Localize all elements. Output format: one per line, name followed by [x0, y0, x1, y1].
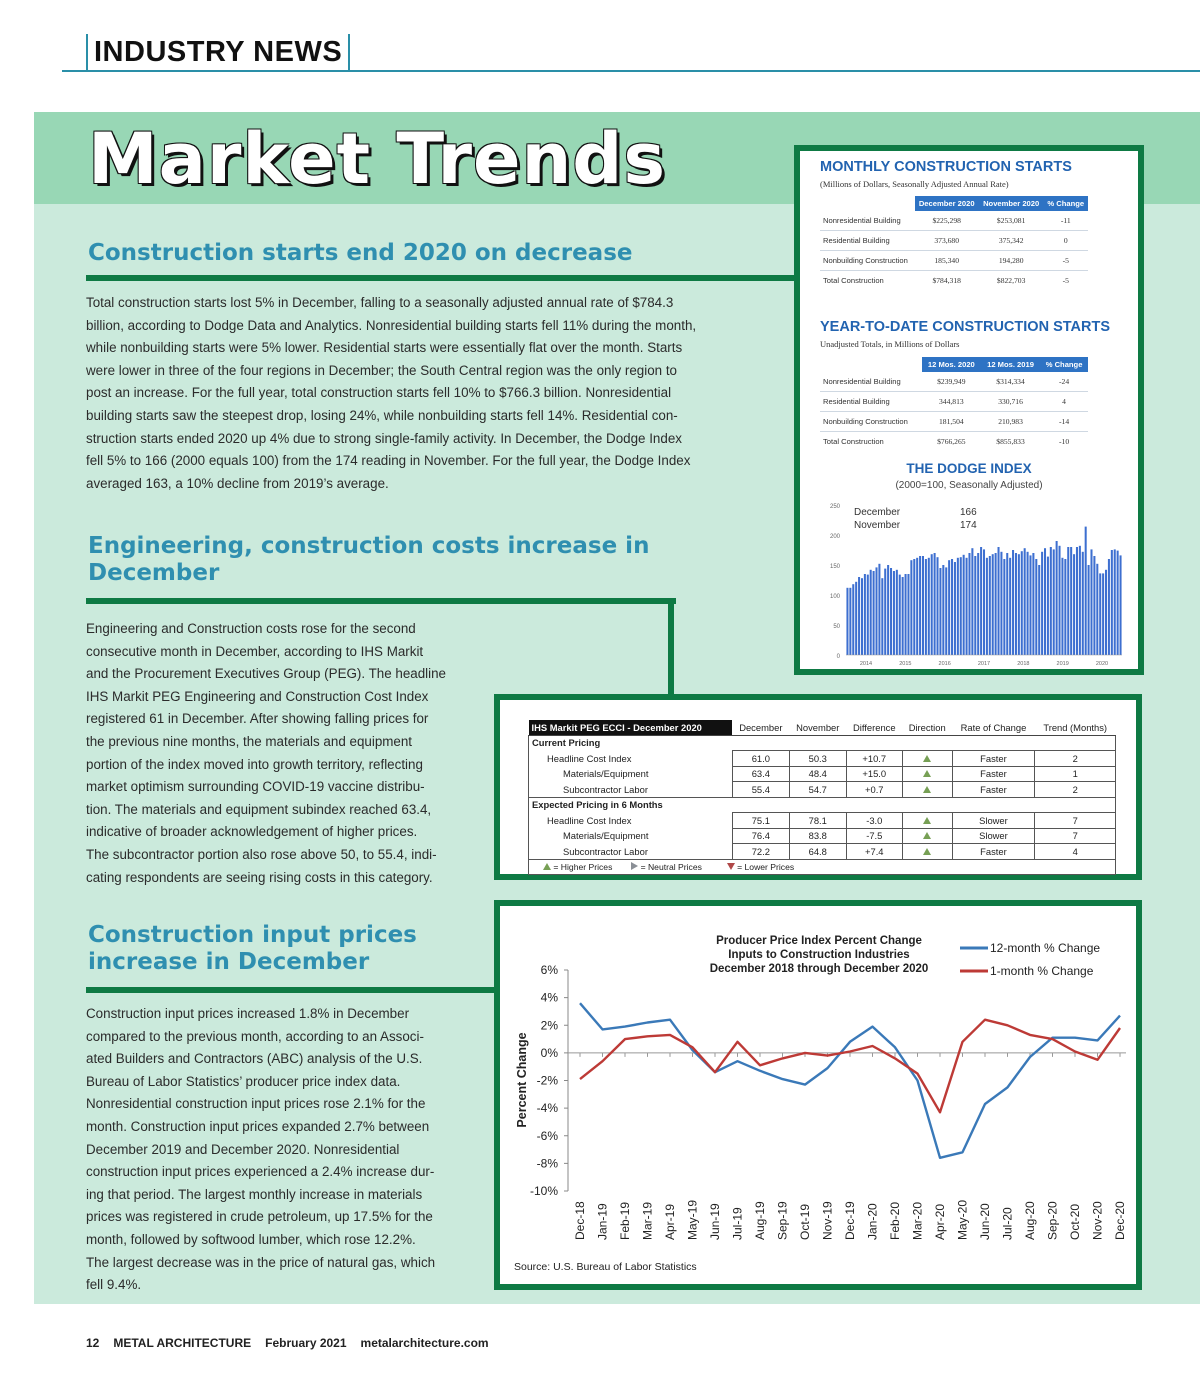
dodge-x-tick: 2016: [938, 661, 951, 667]
ppi-x-tick: Feb-19: [618, 1201, 632, 1240]
dodge-bar: [977, 553, 979, 655]
ppi-title-line1: Producer Price Index Percent Change: [716, 935, 922, 947]
dodge-bar: [1044, 548, 1046, 655]
dodge-bar: [1047, 557, 1049, 655]
dodge-bar: [951, 559, 953, 655]
dodge-bar: [858, 577, 860, 655]
ppi-x-tick: Oct-19: [798, 1203, 812, 1240]
table-row: Subcontractor Labor 55.4 54.7 +0.7 Faster 2: [529, 782, 1116, 798]
dodge-bar: [1088, 565, 1090, 655]
article2-rule: [86, 598, 676, 604]
dodge-bar: [893, 571, 895, 655]
section-rule: [62, 70, 1200, 72]
ytd-subtitle: Unadjusted Totals, in Millions of Dollars: [820, 339, 960, 349]
dodge-bar: [846, 588, 848, 655]
article2-heading: Engineering, construction costs increase in December: [88, 533, 650, 586]
ppi-x-tick: Jun-20: [978, 1203, 992, 1240]
dodge-y-tick: 200: [829, 534, 840, 540]
dodge-bar: [936, 557, 938, 655]
ppi-y-tick: 6%: [540, 963, 558, 977]
dodge-bar: [1108, 559, 1110, 655]
page-footer: [86, 1336, 503, 1350]
dodge-bar: [1082, 552, 1084, 655]
dodge-bar: [1120, 555, 1122, 655]
page-title: Market Trends: [88, 118, 667, 200]
dodge-bar: [992, 554, 994, 655]
monthly-table: December 2020 November 2020 % Change Nonresidential Building $225,298 $253,081 -11 Residential Building 373,680 375,342 0 Nonbuilding Construction 185,340 194,280 -5 Total Construction $784,318 $822,703 -5: [820, 196, 1088, 290]
ppi-title-line3: December 2018 through December 2020: [709, 963, 929, 975]
dodge-bar: [1018, 554, 1020, 655]
ppi-x-tick: Feb-20: [888, 1201, 902, 1240]
dodge-bar: [945, 567, 947, 655]
table-row: Nonbuilding Construction 181,504 210,983 -14: [820, 412, 1088, 432]
dodge-bar: [1102, 573, 1104, 655]
dodge-bar: [1035, 559, 1037, 655]
up-triangle-icon: [923, 755, 931, 762]
ppi-chart-box: [494, 900, 1142, 1290]
table-row: Nonbuilding Construction 185,340 194,280 -5: [820, 251, 1088, 271]
dodge-bar: [1105, 570, 1107, 655]
dodge-bar: [884, 569, 886, 655]
dodge-bar: [1079, 546, 1081, 655]
dodge-x-tick: 2019: [1056, 661, 1069, 667]
dodge-x-tick: 2020: [1095, 661, 1109, 667]
dodge-bar: [1027, 552, 1029, 655]
dodge-bar: [1117, 551, 1119, 655]
ppi-x-tick: Dec-18: [573, 1201, 587, 1240]
dodge-legend: December 166 November 174: [854, 507, 977, 531]
dodge-bar: [998, 547, 1000, 655]
dodge-bar: [890, 568, 892, 655]
ppi-x-tick: Mar-20: [910, 1201, 925, 1240]
dodge-bar: [942, 565, 944, 655]
dodge-bar: [905, 574, 907, 655]
dodge-bar: [902, 577, 904, 655]
ppi-y-tick: -8%: [536, 1156, 558, 1171]
dodge-bar: [919, 556, 921, 655]
up-triangle-icon: [543, 863, 551, 870]
up-triangle-icon: [923, 817, 931, 824]
dodge-bar: [1093, 556, 1095, 655]
dodge-bar: [1064, 559, 1066, 655]
dodge-y-tick: 0: [836, 654, 840, 660]
ppi-title-line2: Inputs to Construction Industries: [728, 949, 910, 961]
dodge-bar: [1041, 552, 1043, 655]
ppi-x-tick: Jan-19: [595, 1203, 610, 1240]
table-row: Headline Cost Index 75.1 78.1 -3.0 Slower 7: [529, 813, 1116, 829]
article3-heading: Construction input prices increase in December: [88, 922, 417, 975]
ecci-box: [494, 694, 1142, 880]
page-number: 12: [86, 1336, 100, 1350]
dodge-y-tick: 100: [829, 594, 840, 600]
ecci-legend: = Higher Prices = Neutral Prices = Lower Prices: [529, 859, 1116, 875]
table-row: Nonresidential Building $239,949 $314,334 -24: [820, 372, 1088, 392]
ppi-x-tick: Jan-20: [865, 1203, 880, 1240]
dodge-bar: [1038, 565, 1040, 655]
table-row: Materials/Equipment 63.4 48.4 +15.0 Faster 1: [529, 766, 1116, 782]
dodge-bar: [1050, 547, 1052, 655]
ppi-x-tick: Mar-19: [640, 1201, 655, 1240]
ppi-legend-label: 12-month % Change: [990, 941, 1101, 955]
construction-starts-box: [794, 145, 1144, 675]
ppi-x-tick: Jul-20: [1000, 1207, 1015, 1240]
dodge-bar: [922, 556, 924, 655]
ppi-y-tick: 4%: [540, 990, 558, 1005]
dodge-bar: [1015, 553, 1017, 655]
website-url: metalarchitecture.com: [360, 1336, 489, 1350]
ytd-table: 12 Mos. 2020 12 Mos. 2019 % Change Nonresidential Building $239,949 $314,334 -24 Residential Building 344,813 330,716 4 Nonbuilding Construction 181,504 210,983 -14 Total Construction $766,265 $855,833 -10: [820, 357, 1088, 451]
dodge-bar: [1056, 541, 1058, 655]
dodge-y-tick: 250: [829, 504, 840, 510]
ppi-x-tick: Sep-19: [775, 1201, 790, 1240]
table-row: Subcontractor Labor 72.2 64.8 +7.4 Faster 4: [529, 844, 1116, 860]
ppi-x-tick: Apr-19: [663, 1203, 677, 1240]
dodge-bar: [1073, 554, 1075, 655]
dodge-bar: [1096, 564, 1098, 655]
ppi-x-tick: Dec-20: [1113, 1201, 1127, 1240]
monthly-subtitle: (Millions of Dollars, Seasonally Adjusted Annual Rate): [820, 179, 1009, 189]
dodge-bar: [1099, 573, 1101, 655]
right-triangle-icon: [631, 862, 638, 870]
table-row: Residential Building 344,813 330,716 4: [820, 392, 1088, 412]
dodge-bar: [873, 571, 875, 655]
ppi-x-tick: Dec-19: [843, 1201, 857, 1240]
dodge-bar: [1029, 555, 1031, 655]
article2-body: Engineering and Construction costs rose for the second consecutive month in December, according to IHS Markit and the Procurement Executives Group (PEG). The headline IHS Markit PEG Engineering and Construction Cost Index registered 61 in December. After showing falling prices for the previous nine months, the materials and equipment portion of the index moved into growth territory, reflecting market optimism surrounding COVID-19 vaccine distribu- tion. The materials and equipment subindex reached 63.4, indicative of broader acknowledgement of higher prices. The subcontractor portion also rose above 50, to 55.4, indi- cating respondents are seeing rising costs in this category.: [86, 621, 447, 885]
ppi-x-tick: Oct-20: [1068, 1203, 1082, 1240]
dodge-bar: [1059, 546, 1061, 655]
dodge-bar: [899, 575, 901, 655]
ytd-title: YEAR-TO-DATE CONSTRUCTION STARTS: [820, 319, 1110, 335]
dodge-bar: [974, 556, 976, 655]
dodge-x-tick: 2014: [859, 661, 873, 667]
dodge-bar: [864, 574, 866, 655]
dodge-x-tick: 2015: [899, 661, 912, 667]
up-triangle-icon: [923, 770, 931, 777]
ppi-source: Source: U.S. Bureau of Labor Statistics: [514, 1261, 697, 1273]
dodge-bar: [1053, 549, 1055, 655]
dodge-subtitle: (2000=100, Seasonally Adjusted): [895, 480, 1043, 491]
dodge-bar: [907, 574, 909, 655]
dodge-bar: [1003, 559, 1005, 655]
dodge-bar: [960, 557, 962, 655]
ppi-y-tick: -4%: [536, 1101, 558, 1116]
dodge-bar: [1009, 558, 1011, 655]
dodge-bar: [1006, 553, 1008, 655]
dodge-bar: [852, 584, 854, 655]
dodge-bar: [1061, 558, 1063, 655]
dodge-bar: [910, 560, 912, 655]
dodge-x-tick: 2018: [1017, 661, 1030, 667]
ppi-y-tick: -6%: [536, 1128, 558, 1143]
dodge-bar: [989, 556, 991, 655]
dodge-bar: [1012, 550, 1014, 655]
dodge-bar: [1021, 551, 1023, 655]
table-row-total: Total Construction $784,318 $822,703 -5: [820, 271, 1088, 291]
article1-heading: Construction starts end 2020 on decrease: [88, 240, 633, 266]
ppi-x-tick: May-20: [955, 1199, 970, 1240]
dodge-bar: [957, 558, 959, 655]
dodge-bar: [1111, 550, 1113, 655]
ecci-table: IHS Markit PEG ECCI - December 2020 December November Difference Direction Rate of Change Trend (Months) Current Pricing Headline Cost Index 61.0 50.3 +10.7 Faster 2 Materials/Equipment 63.4 48.4 +15.0 Faster 1 Subcontractor Labor 55.4 54.7 +0.7 Faster 2 Expected Pricing in 6 Months Headline Cost Index 75.1 78.1 -3.0 Slower 7 Materials/Equipment 76.4 83.8 -7.5 Slower 7 Subcontractor Labor 72.2 64.8 +7.4 Faster 4 = Higher Prices = Neutral Prices = Lower Prices: [528, 720, 1116, 875]
dodge-bar: [881, 578, 883, 655]
dodge-x-tick: 2017: [977, 661, 991, 667]
monthly-title: MONTHLY CONSTRUCTION STARTS: [820, 159, 1072, 175]
dodge-bar: [934, 553, 936, 655]
dodge-bar: [954, 562, 956, 655]
table-row: Residential Building 373,680 375,342 0: [820, 231, 1088, 251]
up-triangle-icon: [923, 832, 931, 839]
ppi-x-tick: Nov-19: [820, 1201, 835, 1240]
dodge-y-tick: 150: [829, 564, 840, 570]
dodge-bar: [896, 570, 898, 655]
table-row: Nonresidential Building $225,298 $253,081 -11: [820, 211, 1088, 231]
article1-body: Total construction starts lost 5% in December, falling to a seasonally adjusted annual rate of $784.3 billion, according to Dodge Data and Analytics. Nonresidential building starts fell 11% during the month, while nonbuilding starts were 5% lower. Residential starts were essentially flat over the month. Starts were lower in three of the four regions in December; the South Central region was the only region to post an increase. For the full year, total construction starts fell 10% to $766.3 billion. Nonresidential building starts saw the steepest drop, losing 24%, while nonbuilding starts fell 14%. Residential con- struction starts ended 2020 up 4% due to strong single-family activity. In December, the Dodge Index fell 5% to 166 (2000 equals 100) from the 174 reading in November. For the full year, the Dodge Index averaged 163, a 10% decline from 2019’s average.: [86, 295, 697, 491]
section-label: INDUSTRY NEWS: [86, 34, 350, 70]
dodge-bar: [1114, 549, 1116, 655]
dodge-bar: [995, 553, 997, 655]
dodge-bar: [1024, 548, 1026, 655]
dodge-bar: [1000, 552, 1002, 655]
dodge-bar: [861, 578, 863, 655]
ppi-x-tick: Jun-19: [708, 1203, 722, 1240]
dodge-y-tick: 50: [833, 624, 840, 630]
dodge-bar: [913, 559, 915, 655]
dodge-bar: [867, 575, 869, 655]
article2-rule-vertical: [668, 598, 674, 696]
dodge-bar: [916, 558, 918, 655]
dodge-bar: [1067, 547, 1069, 655]
ppi-y-axis-label: Percent Change: [515, 1032, 529, 1128]
ppi-x-tick: Aug-19: [753, 1201, 767, 1240]
table-row: Headline Cost Index 61.0 50.3 +10.7 Faster 2: [529, 751, 1116, 767]
dodge-title: THE DODGE INDEX: [906, 461, 1032, 476]
dodge-bar: [966, 558, 968, 655]
dodge-bar: [928, 558, 930, 655]
publication-name: METAL ARCHITECTURE: [113, 1336, 252, 1350]
dodge-bar: [1085, 527, 1087, 655]
ppi-series-12-month-line: [580, 1003, 1120, 1158]
ppi-legend-label: 1-month % Change: [990, 964, 1094, 978]
dodge-bar: [983, 549, 985, 655]
ppi-y-tick: -2%: [536, 1073, 558, 1088]
dodge-bar: [931, 554, 933, 655]
dodge-bar: [855, 582, 857, 655]
article3-body: Construction input prices increased 1.8% in December compared to the previous month, according to an Associ- ated Builders and Contractors (ABC) analysis of the U.S. Bureau of Labor Statistics’ producer price index data. Nonresidential construction input prices rose 2.1% for the month. Construction input prices expanded 2.7% between December 2019 and December 2020. Nonresidential construction input prices experienced a 2.4% increase dur- ing that period. The largest monthly increase in materials prices was registered in crude petroleum, up 17.5% for the month, followed by softwood lumber, which rose 12.2%. The largest decrease was in the price of natural gas, which fell 9.4%.: [86, 1006, 436, 1293]
dodge-bar: [986, 558, 988, 655]
ppi-x-tick: Jul-19: [730, 1207, 745, 1240]
dodge-bar: [968, 553, 970, 655]
dodge-bar: [1032, 553, 1034, 655]
dodge-bar: [980, 547, 982, 655]
dodge-bar: [963, 555, 965, 655]
down-triangle-icon: [727, 863, 735, 870]
ppi-y-tick: 0%: [540, 1045, 558, 1060]
up-triangle-icon: [923, 848, 931, 855]
dodge-bar: [887, 565, 889, 655]
table-row: Materials/Equipment 76.4 83.8 -7.5 Slower 7: [529, 828, 1116, 844]
dodge-bar: [1076, 547, 1078, 655]
dodge-bar: [971, 548, 973, 655]
ppi-series-1-month-line: [580, 1020, 1120, 1113]
ppi-y-tick: -10%: [529, 1184, 558, 1198]
ppi-x-tick: Aug-20: [1023, 1201, 1037, 1240]
dodge-bar: [875, 567, 877, 655]
up-triangle-icon: [923, 786, 931, 793]
table-row-total: Total Construction $766,265 $855,833 -10: [820, 432, 1088, 452]
ppi-y-tick: 2%: [540, 1018, 558, 1033]
ppi-x-tick: Apr-20: [933, 1203, 947, 1240]
dodge-bar: [870, 570, 872, 655]
ppi-x-tick: Nov-20: [1090, 1201, 1105, 1240]
article1-rule: [86, 275, 796, 281]
dodge-bar: [948, 560, 950, 655]
dodge-bar: [1090, 549, 1092, 655]
dodge-bar: [878, 564, 880, 655]
dodge-bar: [939, 568, 941, 655]
dodge-bar: [1070, 547, 1072, 655]
ppi-x-tick: May-19: [685, 1199, 700, 1240]
article3-rule: [86, 987, 498, 993]
ppi-x-tick: Sep-20: [1045, 1201, 1060, 1240]
dodge-bar: [925, 559, 927, 655]
dodge-bar: [849, 588, 851, 655]
issue-date: February 2021: [265, 1336, 347, 1350]
ppi-line-chart: [500, 906, 1136, 1284]
